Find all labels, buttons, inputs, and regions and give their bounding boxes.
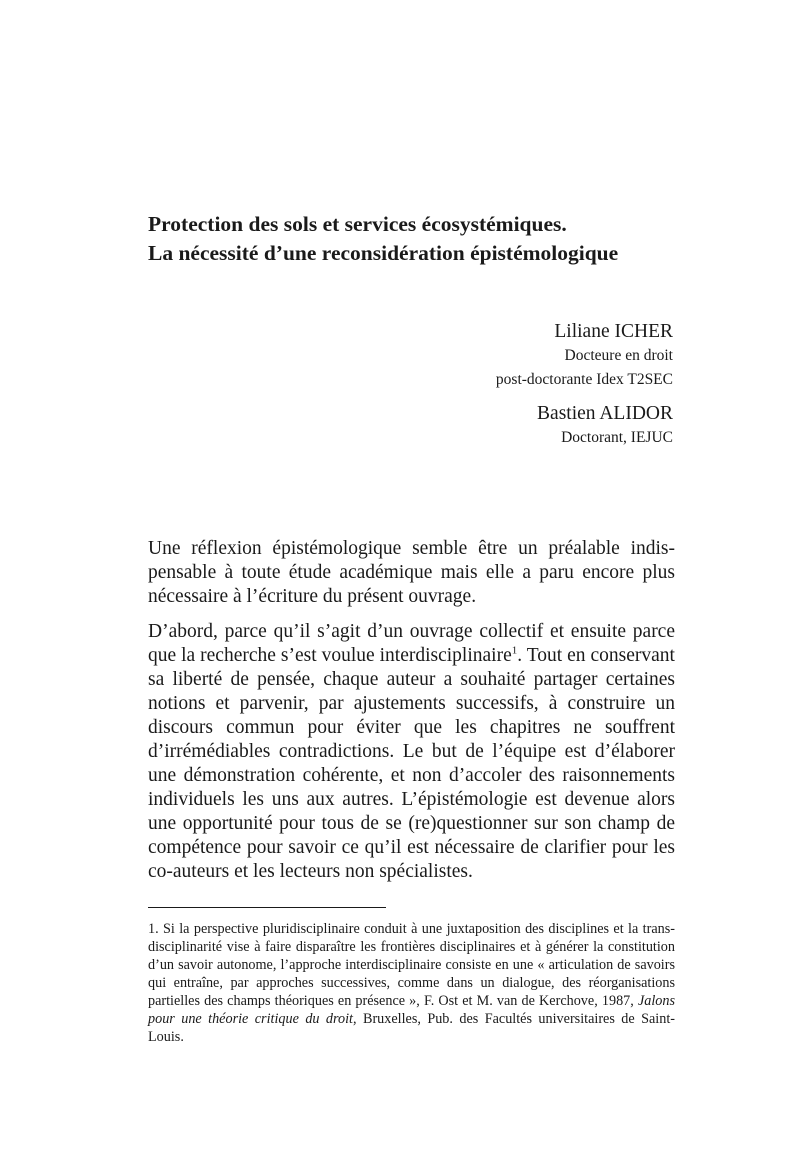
paragraph-text-end: . Tout en conservant sa liberté de pensée, chaque auteur a souhaité partager certaines notions et parvenir, par ajustements successifs, à construire un discours commun pour éviter que les chapitres ne souffrent d’irrémédiables contradictions. Le but de l’équipe est d’élaborer une démonstration cohérente, et non d’accoler des raisonnements individuels les uns aux autres. L’épistémologie est devenue alors une opportunité pour tous de se (re)questionner sur son champ de compétence pour savoir ce qu’il est nécessaire de clarifier pour les co-auteurs et les lecteurs non spécialistes.	[148, 645, 675, 882]
author-block	[273, 402, 673, 450]
footnote-text-start: Si la perspective pluridisciplinaire conduit à une juxtaposition des disciplines et la transdisciplinarité vise à faire disparaître les frontières disciplinaires et à générer la constitution d’un savoir autonome, l’approche interdisciplinaire consiste en une « articulation de savoirs qui entraîne, par approches successives, comme dans un dialogue, des réorganisations partielles des champs théoriques en présence », F. Ost et M. van de Kerchove, 1987,	[148, 921, 675, 1009]
footnote	[148, 920, 675, 1046]
body-paragraph-2	[148, 620, 675, 884]
body-paragraph-1	[148, 537, 675, 609]
cited-work-title: Jalons pour une théorie critique du droit	[148, 993, 675, 1027]
footnote-number: 1.	[148, 921, 159, 937]
footnote-text	[148, 920, 675, 1046]
footnote-reference[interactable]: 1	[511, 644, 518, 657]
title-line-2: La nécessité d’une reconsidération épistémologique	[148, 241, 619, 265]
paragraph-text	[148, 620, 675, 884]
author-role: Docteure en droit	[564, 347, 673, 364]
paragraph-text-start: D’abord, parce qu’il s’agit d’un ouvrage collectif et ensuite parce que la recherche s’est voulue interdisciplinaire	[148, 621, 675, 666]
author-block	[273, 320, 673, 392]
footnote-text-end: , Bruxelles, Pub. des Facultés universitaires de Saint-Louis.	[148, 1011, 675, 1045]
chapter-title	[148, 210, 708, 268]
author-role: post-doctorante Idex T2SEC	[495, 371, 673, 388]
paragraph-text: Une réflexion épistémologique semble être un préalable indispensable à toute étude académique mais elle a paru encore plus nécessaire à l’écriture du présent ouvrage.	[148, 538, 675, 607]
author-name: Liliane ICHER	[554, 321, 673, 342]
author-list	[273, 320, 673, 450]
footnote-separator	[148, 907, 386, 908]
author-role: Doctorant, IEJUC	[561, 429, 673, 446]
author-name: Bastien ALIDOR	[537, 403, 673, 424]
title-line-1: Protection des sols et services écosystémiques.	[148, 212, 567, 236]
